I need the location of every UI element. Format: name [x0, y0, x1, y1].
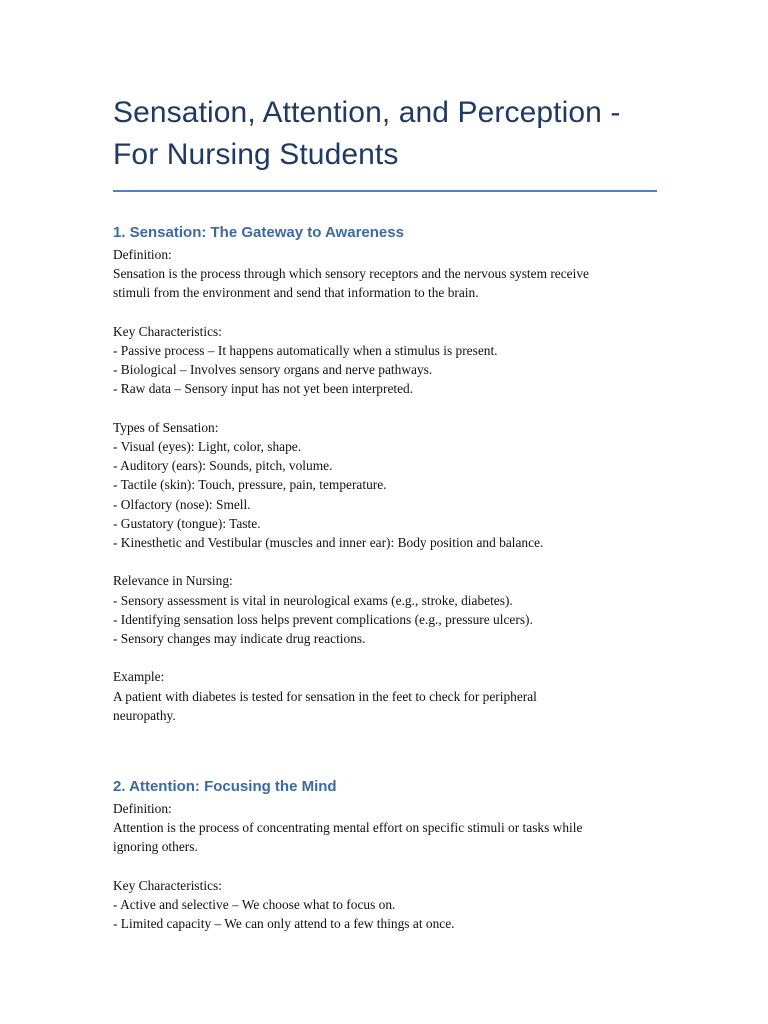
list-item: - Olfactory (nose): Smell. [113, 496, 251, 512]
list-item: - Sensory assessment is vital in neurological exams (e.g., stroke, diabetes). [113, 592, 513, 608]
definition-text-line: ignoring others. [113, 839, 198, 855]
section-heading: 2. Attention: Focusing the Mind [113, 778, 337, 796]
key-characteristics-label: Key Characteristics: [113, 877, 222, 893]
document-title-line-2: For Nursing Students [113, 138, 399, 171]
list-item: - Kinesthetic and Vestibular (muscles and inner ear): Body position and balance. [113, 535, 544, 551]
list-item: - Active and selective – We choose what to focus on. [113, 897, 396, 913]
list-item: - Tactile (skin): Touch, pressure, pain, temperature. [113, 477, 387, 493]
definition-text-line: stimuli from the environment and send that information to the brain. [113, 285, 479, 301]
list-item: - Visual (eyes): Light, color, shape. [113, 439, 302, 454]
document-title [113, 92, 656, 176]
list-item: - Auditory (ears): Sounds, pitch, volume. [113, 458, 333, 474]
section-heading: 1. Sensation: The Gateway to Awareness [113, 224, 404, 241]
definition-text-line: Sensation is the process through which sensory receptors and the nervous system receive [113, 266, 589, 282]
example-text-line: A patient with diabetes is tested for sensation in the feet to check for peripheral [113, 688, 537, 704]
list-item: - Raw data – Sensory input has not yet been interpreted. [113, 381, 414, 397]
definition-text-line: Attention is the process of concentrating mental effort on specific stimuli or tasks while [113, 820, 583, 836]
list-item: - Sensory changes may indicate drug reactions. [113, 631, 366, 647]
definition-label: Definition: [113, 801, 172, 817]
types-label: Types of Sensation: [113, 419, 219, 435]
list-item: - Biological – Involves sensory organs and nerve pathways. [113, 362, 433, 378]
document-title-line-1: Sensation, Attention, and Perception - [113, 96, 621, 129]
list-item: - Passive process – It happens automatically when a stimulus is present. [113, 343, 498, 358]
section-sensation [113, 223, 656, 725]
key-characteristics-label: Key Characteristics: [113, 323, 222, 339]
definition-label: Definition: [113, 247, 172, 262]
list-item: - Limited capacity – We can only attend to a few things at once. [113, 916, 455, 932]
example-text-line: neuropathy. [113, 707, 176, 723]
example-label: Example: [113, 669, 165, 685]
list-item: - Identifying sensation loss helps prevent complications (e.g., pressure ulcers). [113, 611, 533, 627]
list-item: - Gustatory (tongue): Taste. [113, 515, 261, 531]
relevance-label: Relevance in Nursing: [113, 573, 233, 589]
section-attention [113, 777, 656, 933]
title-divider [113, 190, 657, 192]
